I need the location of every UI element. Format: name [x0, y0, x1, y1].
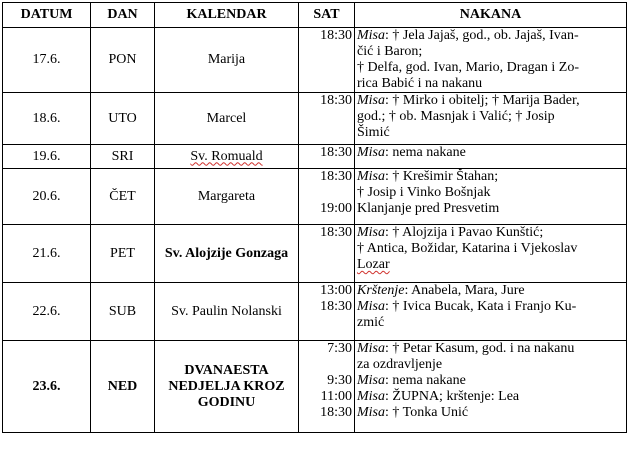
date-cell: 17.6.: [3, 28, 91, 93]
header-nakana: NAKANA: [355, 3, 627, 28]
calendar-cell: Marcel: [155, 93, 299, 145]
header-dan: DAN: [91, 3, 155, 28]
day-cell: SRI: [91, 145, 155, 169]
date-cell: 19.6.: [3, 145, 91, 169]
note-line: [357, 145, 624, 161]
note-line: [357, 389, 624, 405]
note-text: : nema nakane: [385, 145, 466, 160]
time-cell: [299, 93, 355, 145]
table-row: [3, 341, 627, 433]
intention-cell: [355, 341, 627, 433]
header-kalendar: KALENDAR: [155, 3, 299, 28]
time-value: 13:00: [320, 283, 352, 298]
intention-cell: [355, 28, 627, 93]
note-label: Misa: [357, 373, 385, 388]
note-text: : † Tonka Unić: [385, 405, 469, 420]
time-spacer: [301, 357, 352, 373]
note-line: [357, 283, 624, 299]
note-line: [357, 28, 624, 44]
calendar-cell: Marija: [155, 28, 299, 93]
time-value: 18:30: [320, 299, 352, 314]
date-cell: 20.6.: [3, 169, 91, 225]
table-row: [3, 225, 627, 283]
note-label: Misa: [357, 299, 385, 314]
time-value: 18:30: [320, 405, 352, 420]
time-value: 18:30: [320, 169, 352, 184]
time-value: 18:30: [320, 93, 352, 108]
date-cell: 18.6.: [3, 93, 91, 145]
note-text: : † Jela Jajaš, god., ob. Jajaš, Ivan-: [385, 28, 579, 43]
note-line: god.; † ob. Masnjak i Valić; † Josip: [357, 109, 555, 124]
note-text: : ŽUPNA; krštenje: Lea: [385, 389, 520, 404]
note-label: Misa: [357, 225, 385, 240]
note-label: Misa: [357, 405, 385, 420]
time-cell: [299, 145, 355, 169]
table-row: [3, 145, 627, 169]
note-line: [357, 93, 624, 109]
calendar-cell: Sv. Alojzije Gonzaga: [155, 225, 299, 283]
note-label: Misa: [357, 389, 385, 404]
note-line: [357, 225, 624, 241]
day-cell: PON: [91, 28, 155, 93]
note-text: : † Ivica Bucak, Kata i Franjo Ku-: [385, 299, 577, 314]
time-value: 18:30: [320, 28, 352, 43]
date-cell: 21.6.: [3, 225, 91, 283]
calendar-cell: Sv. Romuald: [155, 145, 299, 169]
intention-cell: [355, 225, 627, 283]
note-line: [357, 405, 624, 421]
note-label: Misa: [357, 341, 385, 356]
note-label: Misa: [357, 93, 385, 108]
note-line: zmić: [357, 315, 385, 330]
time-value: 9:30: [327, 373, 352, 388]
time-cell: [299, 341, 355, 433]
note-line: Klanjanje pred Presvetim: [357, 201, 500, 216]
date-cell: 22.6.: [3, 283, 91, 341]
calendar-cell: DVANAESTA NEDJELJA KROZ GODINU: [155, 341, 299, 433]
time-value: 11:00: [320, 389, 352, 404]
note-line: † Josip i Vinko Bošnjak: [357, 185, 491, 200]
note-label: Misa: [357, 28, 385, 43]
note-line: [357, 299, 624, 315]
note-label: Misa: [357, 145, 385, 160]
note-line: † Delfa, god. Ivan, Mario, Dragan i Zo-: [357, 60, 579, 75]
note-line: za ozdravljenje: [357, 357, 443, 372]
note-text: : † Mirko i obitelj; † Marija Bader,: [385, 93, 580, 108]
note-text: : nema nakane: [385, 373, 466, 388]
calendar-cell: Sv. Paulin Nolanski: [155, 283, 299, 341]
time-spacer: [301, 185, 352, 201]
time-value: 18:30: [320, 145, 352, 160]
header-datum: DATUM: [3, 3, 91, 28]
header-row: [3, 3, 627, 28]
intention-cell: [355, 145, 627, 169]
day-cell: PET: [91, 225, 155, 283]
time-cell: [299, 28, 355, 93]
intention-cell: [355, 283, 627, 341]
table-row: [3, 28, 627, 93]
note-label: Krštenje: [357, 283, 405, 298]
note-line: [357, 169, 624, 185]
table-row: [3, 169, 627, 225]
date-cell: 23.6.: [3, 341, 91, 433]
note-line: rica Babić i na nakanu: [357, 76, 483, 91]
note-line: † Antica, Božidar, Katarina i Vjekoslav: [357, 241, 578, 256]
note-text: : † Petar Kasum, god. i na nakanu: [385, 341, 575, 356]
calendar-cell: Margareta: [155, 169, 299, 225]
note-text: : Anabela, Mara, Jure: [404, 283, 525, 298]
time-value: 19:00: [320, 201, 352, 216]
time-cell: [299, 283, 355, 341]
note-line: čić i Baron;: [357, 44, 423, 59]
note-line: Šimić: [357, 125, 390, 140]
day-cell: ČET: [91, 169, 155, 225]
intention-cell: [355, 169, 627, 225]
note-line: [357, 341, 624, 357]
note-line: Lozar: [357, 257, 390, 272]
intention-cell: [355, 93, 627, 145]
table-row: [3, 93, 627, 145]
day-cell: SUB: [91, 283, 155, 341]
note-text: : † Krešimir Štahan;: [385, 169, 499, 184]
note-line: [357, 373, 624, 389]
table-row: [3, 283, 627, 341]
time-cell: [299, 169, 355, 225]
note-text: : † Alojzija i Pavao Kunštić;: [385, 225, 544, 240]
schedule-table: [2, 2, 627, 433]
time-value: 18:30: [320, 225, 352, 240]
day-cell: NED: [91, 341, 155, 433]
time-cell: [299, 225, 355, 283]
day-cell: UTO: [91, 93, 155, 145]
header-sat: SAT: [299, 3, 355, 28]
note-label: Misa: [357, 169, 385, 184]
time-value: 7:30: [327, 341, 352, 356]
